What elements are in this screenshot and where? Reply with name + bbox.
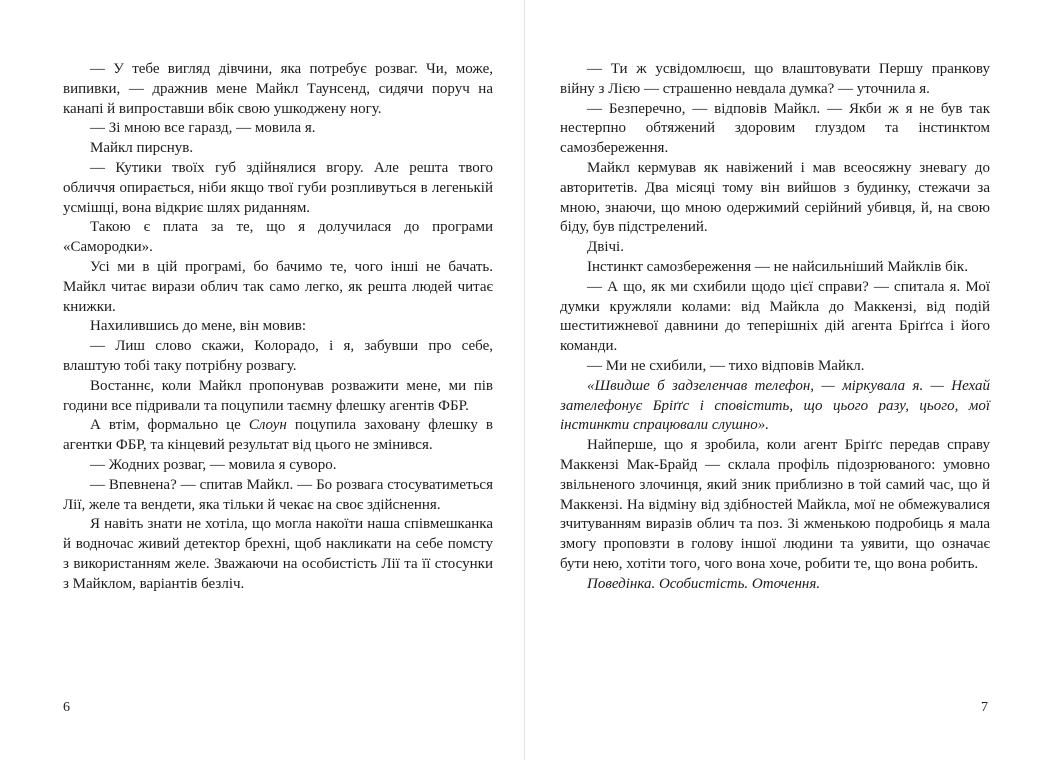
text-run: — Лиш слово скажи, Колорадо, і я, забувши про себе, влаштую тобі таку потрібну розвагу. [63,338,493,374]
italic-text-run: Слоун [248,417,287,434]
paragraph [560,159,990,238]
text-run: — Безперечно, — відповів Майкл. — Якби ж я не був так нестерпно обтяжений здоровим глуздом та інстинктом самозбереження. [560,100,990,157]
italic-text-run: Поведінка. Особистість. Оточення. [587,575,821,592]
italic-text-run: «Швидше б задзеленчав телефон, — міркувала я. — Нехай зателефонує Бріґґс і сповістить, що цього разу, цього, мої інстинкти спрацювали слушно». [560,377,990,434]
text-run: Усі ми в цій програмі, бо бачимо те, чого інші не бачать. Майкл читає вирази облич так само легко, як решта людей читає книжки. [63,258,493,315]
paragraph [63,218,493,258]
paragraph [63,139,493,159]
text-run: — Впевнена? — спитав Майкл. — Бо розвага стосуватиметься Лії, желе та вендети, яка тільки й чекає на своє здійснення. [63,476,493,513]
text-run: — Кутики твоїх губ здійнялися вгору. Але решта твого обличчя опирається, ніби якщо твої губи розпливуться в легенькій усмішці, вона відкриє шлях риданням. [63,159,493,216]
text-run: Найперше, що я зробила, коли агент Бріґґс передав справу Маккензі Мак-Брайд — склала профіль підозрюваного: умовно звільненого злочинця, який зник приблизно в той самий час, що й Маккензі. На відміну від здібностей Майкла, мої не обмежувалися зчитуванням виразів облич та поз. Зі жменькою подробиць я мала змогу проповзти в голову іншої людини та уявити, що означає бути нею, хотіти того, чого вона хоче, робити те, що вона робить. [560,437,990,572]
paragraph [560,357,990,377]
text-run: Інстинкт самозбереження — не найсильніший Майклів бік. [587,258,968,275]
text-run: — Ти ж усвідомлюєш, що влаштовувати Першу пранкову війну з Лією — страшенно невдала думка? — уточнила я. [560,61,990,97]
left-page-number: 6 [63,700,70,715]
paragraph [63,476,493,516]
paragraph [560,575,990,595]
paragraph [560,258,990,278]
paragraph [63,60,493,119]
paragraph [560,60,990,100]
paragraph [63,515,493,594]
text-run: Такою є плата за те, що я долучилася до програми «Самородки». [63,219,493,256]
text-run: — Ми не схибили, — тихо відповів Майкл. [587,357,865,374]
right-page-text [560,60,990,595]
paragraph [560,377,990,436]
paragraph [560,278,990,357]
text-run: Нахилившись до мене, він мовив: [90,318,307,335]
text-run: Я навіть знати не хотіла, що могла накоїти наша співмешканка й водночас живий детектор брехні, щоб накликати на себе помсту з використанням желе. Зважаючи на особистість Лії та її стосунки з Майклом, варіантів безліч. [63,516,493,592]
paragraph [63,258,493,317]
paragraph [560,436,990,575]
text-run: Майкл пирснув. [90,140,194,157]
text-run: Востаннє, коли Майкл пропонував розважити мене, ми пів години все підривали та поцупили таємну флешку агентів ФБР. [63,377,493,414]
text-run: — А що, як ми схибили щодо цієї справи? — спитала я. Мої думки кружляли колами: від Майкла до Маккензі, від подій шеститижневої давнини до теперішніх дій агента Бріґґса і його команди. [560,278,990,355]
paragraph [63,456,493,476]
text-run: поцупила заховану флешку в агентки ФБР, та кінцевий результат від цього не змінився. [63,417,493,454]
paragraph [560,100,990,159]
paragraph [560,238,990,258]
text-run: Майкл кермував як навіжений і мав всеосяжну зневагу до авторитетів. Два місяці тому він вийшов з будинку, стежачи за мною, знаючи, що мною одержимий серійний убивця, й, на свою біду, був підстрелений. [560,159,990,236]
paragraph [63,337,493,377]
paragraph [63,119,493,139]
text-run: — Зі мною все гаразд, — мовила я. [90,120,316,137]
text-run: — Жодних розваг, — мовила я суворо. [90,456,337,473]
right-page-number: 7 [981,700,988,715]
paragraph [63,377,493,417]
text-run: Двічі. [587,239,624,256]
right-page [525,0,1050,760]
paragraph [63,416,493,456]
paragraph [63,317,493,337]
paragraph [63,159,493,218]
text-run: — У тебе вигляд дівчини, яка потребує розваг. Чи, може, випивки, — дражнив мене Майкл Таунсенд, сидячи поруч на канапі й випроставши вбік свою ушкоджену ногу. [63,61,493,117]
left-page-text [63,60,493,595]
text-run: А втім, формально це [90,417,249,434]
